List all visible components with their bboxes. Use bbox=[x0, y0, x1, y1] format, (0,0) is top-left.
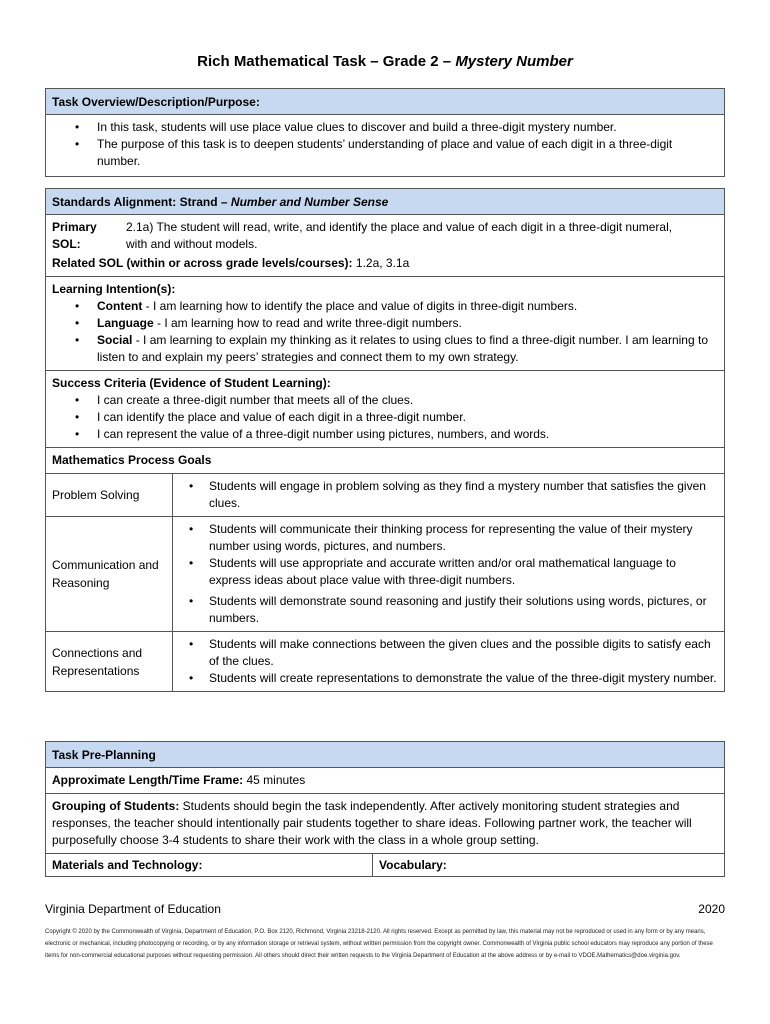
length-value: 45 minutes bbox=[246, 773, 306, 787]
list-item: • I can represent the value of a three-digit number using pictures, numbers, and words. bbox=[52, 426, 718, 443]
process-row-problem-solving bbox=[46, 474, 724, 517]
page-title bbox=[0, 53, 770, 70]
process-content bbox=[173, 632, 724, 691]
learning-label: Content bbox=[97, 299, 143, 313]
grouping-row bbox=[46, 794, 724, 854]
list-item: • Students will communicate their thinking process for representing the value of their mystery number using words, pictures, and numbers. bbox=[179, 521, 718, 555]
learning-row bbox=[46, 277, 724, 371]
list-item: • I can identify the place and value of each digit in a three-digit number. bbox=[52, 409, 718, 426]
footer-year: 2020 bbox=[698, 902, 725, 916]
process-row-connections bbox=[46, 632, 724, 691]
process-row-communication bbox=[46, 517, 724, 632]
success-header: Success Criteria (Evidence of Student Learning): bbox=[52, 376, 331, 390]
standards-header bbox=[46, 189, 724, 215]
grouping-label: Grouping of Students: bbox=[52, 799, 180, 813]
vocabulary-label: Vocabulary: bbox=[379, 858, 447, 872]
list-item: • Students will create representations to demonstrate the value of the three-digit mystery number. bbox=[179, 670, 718, 687]
related-sol-label: Related SOL (within or across grade levels/courses): bbox=[52, 256, 353, 270]
overview-body bbox=[46, 115, 724, 176]
success-row bbox=[46, 371, 724, 448]
materials-label: Materials and Technology: bbox=[46, 854, 373, 876]
grouping-text: Students should begin the task independently. After actively monitoring student strategies and responses, the teacher should intentionally pair students together to share ideas. Following partner work, the teacher will purposefully choose 3-4 students to share their work with the class in a whole group setting. bbox=[52, 799, 692, 847]
process-label: Connections and Representations bbox=[46, 632, 173, 691]
list-item: • Students will engage in problem solving as they find a mystery number that satisfies the given clues. bbox=[179, 478, 718, 512]
standards-header-strand: Number and Number Sense bbox=[230, 195, 389, 209]
copyright-text: Copyright © 2020 by the Commonwealth of Virginia, Department of Education, P.O. Box 2120, Richmond, Virginia 23218-2120. All rights reserved. Except as permitted by law, this material may not be reproduced or used in any form or by any means, electronic or mechanical, including photocopying or recording, or by any information storage or retrieval system, without written permission from the copyright owner. Commonwealth of Virginia public school educators may reproduce any portion of these items for non-commercial educational purposes without requesting permission. All others should direct their written requests to the Virginia Department of Education at the above address or by e-mail to VDOE.Mathematics@doe.virginia.gov. bbox=[45, 929, 713, 959]
length-row bbox=[46, 768, 724, 794]
standards-box bbox=[45, 188, 725, 692]
sol-row bbox=[46, 215, 724, 277]
list-item bbox=[52, 298, 718, 315]
list-item: • The purpose of this task is to deepen students’ understanding of place and value of each digit in a three-digit number. bbox=[52, 136, 718, 170]
list-item bbox=[52, 332, 718, 366]
process-label: Problem Solving bbox=[46, 474, 173, 516]
overview-box bbox=[45, 88, 725, 177]
footer-org: Virginia Department of Education bbox=[45, 902, 221, 916]
title-italic: Mystery Number bbox=[455, 53, 573, 70]
length-label: Approximate Length/Time Frame: bbox=[52, 773, 244, 787]
primary-sol-text: 2.1a) The student will read, write, and identify the place and value of each digit in a three-digit numeral, with and without models. bbox=[126, 220, 673, 251]
list-item: • In this task, students will use place value clues to discover and build a three-digit mystery number. bbox=[52, 119, 718, 136]
process-header: Mathematics Process Goals bbox=[46, 448, 724, 474]
list-item: • Students will use appropriate and accurate written and/or oral mathematical language to express ideas about place value with three-digit numbers. bbox=[179, 555, 718, 589]
primary-sol-label: Primary SOL: bbox=[52, 220, 97, 251]
process-content bbox=[173, 517, 724, 631]
learning-label: Language bbox=[97, 316, 154, 330]
learning-text: - I am learning how to identify the place and value of digits in three-digit numbers. bbox=[142, 299, 578, 313]
related-sol-text: 1.2a, 3.1a bbox=[355, 256, 410, 270]
process-label: Communication and Reasoning bbox=[46, 517, 173, 631]
footer bbox=[45, 902, 725, 916]
preplanning-box bbox=[45, 741, 725, 877]
list-item: • I can create a three-digit number that meets all of the clues. bbox=[52, 392, 718, 409]
list-item: • Students will make connections between the given clues and the possible digits to satisfy each of the clues. bbox=[179, 636, 718, 670]
list-item bbox=[52, 315, 718, 332]
list-item: • Students will demonstrate sound reasoning and justify their solutions using words, pictures, or numbers. bbox=[179, 593, 718, 627]
preplanning-header: Task Pre-Planning bbox=[46, 742, 724, 768]
process-content bbox=[173, 474, 724, 516]
title-main: Rich Mathematical Task – Grade 2 – bbox=[197, 53, 456, 70]
learning-header: Learning Intention(s): bbox=[52, 282, 176, 296]
materials-vocab-row bbox=[46, 854, 724, 876]
standards-header-prefix: Standards Alignment: Strand – bbox=[52, 195, 231, 209]
learning-label: Social bbox=[97, 333, 133, 347]
learning-text: - I am learning to explain my thinking as it relates to using clues to find a three-digit number. I am learning to listen to and explain my peers’ strategies and connect them to my own strategy. bbox=[97, 333, 708, 364]
learning-text: - I am learning how to read and write three-digit numbers. bbox=[153, 316, 462, 330]
overview-header: Task Overview/Description/Purpose: bbox=[46, 89, 724, 115]
